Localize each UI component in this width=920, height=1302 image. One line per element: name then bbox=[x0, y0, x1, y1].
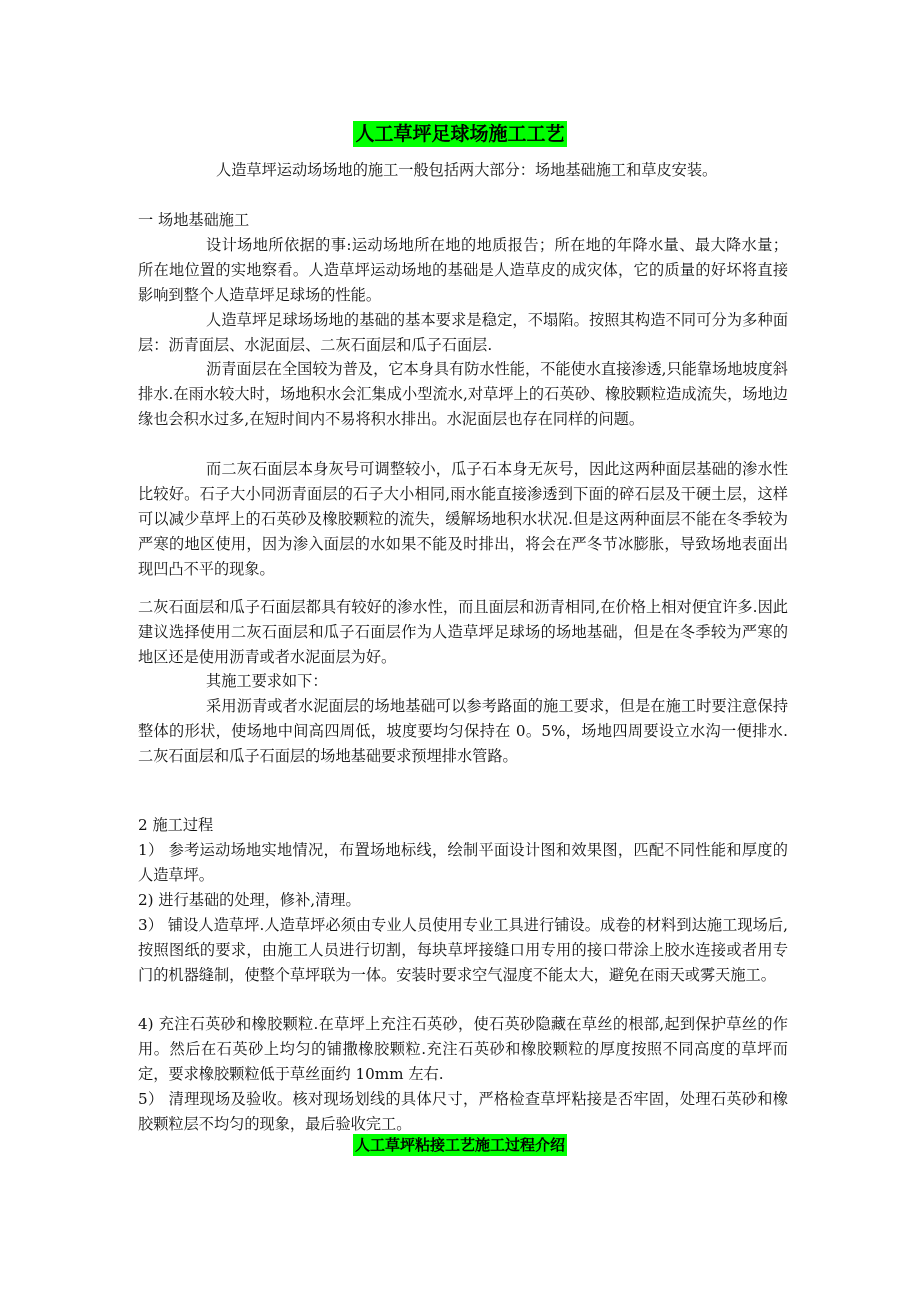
section1-paragraph-3: 沥青面层在全国较为普及，它本身具有防水性能，不能使水直接渗透,只能靠场地坡度斜排水.在雨水较大时，场地积水会汇集成小型流水,对草坪上的石英砂、橡胶颗粒造成流失，场地边缘也会积水过多,在短时间内不易将积水排出。水泥面层也存在同样的问题。 bbox=[138, 360, 788, 428]
section1-paragraph-6: 其施工要求如下： bbox=[206, 672, 328, 690]
subtitle: 人工草坪粘接工艺施工过程介绍 bbox=[354, 1136, 565, 1154]
step-item-5: 5） 清理现场及验收。核对现场划线的具体尺寸，严格检查草坪粘接是否牢固，处理石英砂和橡胶颗粒层不均匀的现象，最后验收完工。 bbox=[138, 1090, 788, 1133]
section1-paragraph-5: 二灰石面层和瓜子石面层都具有较好的渗水性，而且面层和沥青相同,在价格上相对便宜许多.因此建议选择使用二灰石面层和瓜子石面层作为人造草坪足球场的场地基础，但是在冬季较为严寒的地区还是使用沥青或者水泥面层为好。 bbox=[138, 598, 788, 666]
step-item-1: 1） 参考运动场地实地情况，布置场地标线，绘制平面设计图和效果图，匹配不同性能和厚度的人造草坪。 bbox=[138, 841, 788, 884]
subtitle-row bbox=[0, 1134, 920, 1156]
step-item-4: 4) 充注石英砂和橡胶颗粒.在草坪上充注石英砂，使石英砂隐藏在草丝的根部,起到保护草丝的作用。然后在石英砂上均匀的铺撒橡胶颗粒.充注石英砂和橡胶颗粒的厚度按照不同高度的草坪而定，要求橡胶颗粒低于草丝面约 10mm 左右. bbox=[138, 1015, 788, 1083]
intro-paragraph: 人造草坪运动场场地的施工一般包括两大部分：场地基础施工和草皮安装。 bbox=[216, 161, 718, 179]
section1-paragraph-4: 而二灰石面层本身灰号可调整较小，瓜子石本身无灰号，因此这两种面层基础的渗水性比较好。石子大小同沥青面层的石子大小相同,雨水能直接渗透到下面的碎石层及干硬土层，这样可以减少草坪上的石英砂及橡胶颗粒的流失，缓解场地积水状况.但是这两种面层不能在冬季较为严寒的地区使用，因为渗入面层的水如果不能及时排出，将会在严冬节冰膨胀，导致场地表面出现凹凸不平的现象。 bbox=[138, 460, 788, 578]
section1-paragraph-7: 采用沥青或者水泥面层的场地基础可以参考路面的施工要求，但是在施工时要注意保持整体的形状，使场地中间高四周低，坡度要均匀保持在 0。5%，场地四周要设立水沟一便排水.二灰石面层和瓜子石面层的场地基础要求预埋排水管路。 bbox=[138, 697, 788, 765]
section1-heading: 一 场地基础施工 bbox=[138, 211, 250, 229]
section1-paragraph-1: 设计场地所依据的事:运动场地所在地的地质报告；所在地的年降水量、最大降水量；所在地位置的实地察看。人造草坪运动场地的基础是人造草皮的成灾体，它的质量的好坏将直接影响到整个人造草坪足球场的性能。 bbox=[138, 236, 788, 304]
section2-heading: 2 施工过程 bbox=[138, 816, 214, 834]
document-title: 人工草坪足球场施工工艺 bbox=[355, 123, 565, 145]
step-item-3: 3） 铺设人造草坪.人造草坪必须由专业人员使用专业工具进行铺设。成卷的材料到达施工现场后,按照图纸的要求，由施工人员进行切割，每块草坪接缝口用专用的接口带涂上胶水连接或者用专门的机器缝制，使整个草坪联为一体。安装时要求空气湿度不能太大，避免在雨天或雾天施工。 bbox=[138, 916, 788, 984]
title-row bbox=[0, 121, 920, 147]
step-item-2: 2) 进行基础的处理，修补,清理。 bbox=[138, 891, 361, 909]
section1-paragraph-2: 人造草坪足球场场地的基础的基本要求是稳定，不塌陷。按照其构造不同可分为多种面层：沥青面层、水泥面层、二灰石面层和瓜子石面层. bbox=[138, 311, 788, 354]
